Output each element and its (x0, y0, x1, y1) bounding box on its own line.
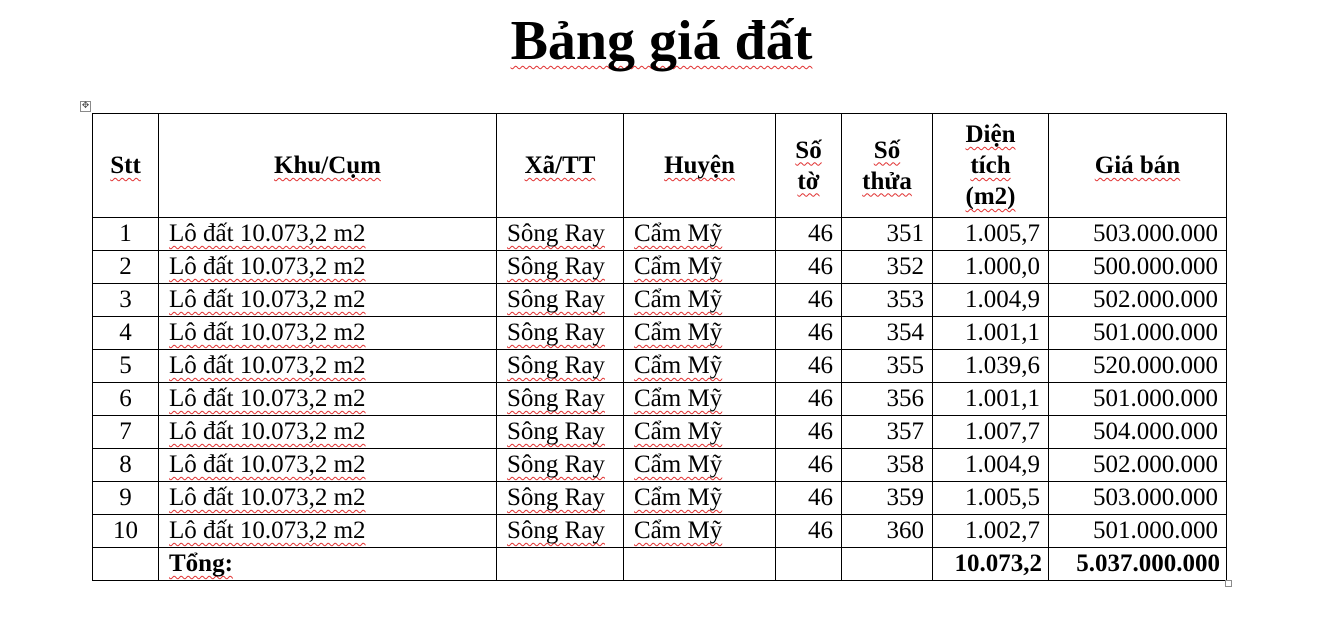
cell-so-to: 46 (776, 416, 842, 449)
cell-so-to: 46 (776, 350, 842, 383)
cell-stt: 9 (93, 482, 159, 515)
cell-so-thua: 358 (842, 449, 933, 482)
table-row (93, 284, 1227, 317)
header-huyen: Huyện (624, 114, 776, 218)
table-row (93, 383, 1227, 416)
total-empty-huyen (624, 548, 776, 581)
cell-xa-tt: Sông Ray (497, 317, 624, 350)
cell-stt: 4 (93, 317, 159, 350)
cell-huyen: Cẩm Mỹ (624, 350, 776, 383)
price-table (92, 113, 1227, 581)
cell-so-to: 46 (776, 515, 842, 548)
cell-dien-tich: 1.004,9 (933, 449, 1049, 482)
cell-dien-tich: 1.002,7 (933, 515, 1049, 548)
cell-so-thua: 355 (842, 350, 933, 383)
cell-huyen: Cẩm Mỹ (624, 416, 776, 449)
cell-so-to: 46 (776, 317, 842, 350)
cell-gia-ban: 504.000.000 (1049, 416, 1227, 449)
cell-gia-ban: 501.000.000 (1049, 317, 1227, 350)
cell-khu-cum: Lô đất 10.073,2 m2 (159, 416, 497, 449)
cell-khu-cum: Lô đất 10.073,2 m2 (159, 350, 497, 383)
cell-dien-tich: 1.005,7 (933, 218, 1049, 251)
total-empty-stt (93, 548, 159, 581)
cell-so-thua: 352 (842, 251, 933, 284)
cell-dien-tich: 1.039,6 (933, 350, 1049, 383)
cell-dien-tich: 1.001,1 (933, 383, 1049, 416)
cell-khu-cum: Lô đất 10.073,2 m2 (159, 515, 497, 548)
table-row (93, 251, 1227, 284)
cell-xa-tt: Sông Ray (497, 449, 624, 482)
cell-khu-cum: Lô đất 10.073,2 m2 (159, 251, 497, 284)
cell-so-to: 46 (776, 251, 842, 284)
table-row (93, 482, 1227, 515)
cell-so-thua: 351 (842, 218, 933, 251)
title-text: Bảng giá đất (510, 10, 813, 72)
cell-stt: 7 (93, 416, 159, 449)
header-xa-tt: Xã/TT (497, 114, 624, 218)
cell-gia-ban: 502.000.000 (1049, 449, 1227, 482)
header-khu-cum: Khu/Cụm (159, 114, 497, 218)
total-empty-xa (497, 548, 624, 581)
cell-khu-cum: Lô đất 10.073,2 m2 (159, 317, 497, 350)
cell-gia-ban: 501.000.000 (1049, 383, 1227, 416)
cell-so-to: 46 (776, 218, 842, 251)
header-so-thua: Số thửa (842, 114, 933, 218)
total-row (93, 548, 1227, 581)
cell-dien-tich: 1.007,7 (933, 416, 1049, 449)
table-row (93, 515, 1227, 548)
cell-so-thua: 357 (842, 416, 933, 449)
cell-xa-tt: Sông Ray (497, 251, 624, 284)
cell-so-thua: 360 (842, 515, 933, 548)
cell-huyen: Cẩm Mỹ (624, 317, 776, 350)
cell-khu-cum: Lô đất 10.073,2 m2 (159, 284, 497, 317)
total-gia-ban: 5.037.000.000 (1049, 548, 1227, 581)
cell-stt: 3 (93, 284, 159, 317)
header-gia-ban: Giá bán (1049, 114, 1227, 218)
table-row (93, 449, 1227, 482)
page-title (0, 8, 1323, 74)
cell-huyen: Cẩm Mỹ (624, 449, 776, 482)
cell-huyen: Cẩm Mỹ (624, 218, 776, 251)
resize-square-icon[interactable] (1225, 580, 1232, 587)
cell-huyen: Cẩm Mỹ (624, 284, 776, 317)
cell-stt: 8 (93, 449, 159, 482)
cell-xa-tt: Sông Ray (497, 515, 624, 548)
cell-xa-tt: Sông Ray (497, 383, 624, 416)
cell-xa-tt: Sông Ray (497, 350, 624, 383)
cell-gia-ban: 503.000.000 (1049, 482, 1227, 515)
table-row (93, 317, 1227, 350)
cell-stt: 10 (93, 515, 159, 548)
header-so-to: Số tờ (776, 114, 842, 218)
cell-huyen: Cẩm Mỹ (624, 515, 776, 548)
header-stt: Stt (93, 114, 159, 218)
cell-gia-ban: 502.000.000 (1049, 284, 1227, 317)
total-empty-so-to (776, 548, 842, 581)
cell-khu-cum: Lô đất 10.073,2 m2 (159, 482, 497, 515)
cell-dien-tich: 1.001,1 (933, 317, 1049, 350)
cell-huyen: Cẩm Mỹ (624, 251, 776, 284)
cell-so-thua: 353 (842, 284, 933, 317)
total-dien-tich: 10.073,2 (933, 548, 1049, 581)
cell-xa-tt: Sông Ray (497, 218, 624, 251)
cell-stt: 2 (93, 251, 159, 284)
cell-gia-ban: 503.000.000 (1049, 218, 1227, 251)
cell-so-thua: 354 (842, 317, 933, 350)
cell-stt: 1 (93, 218, 159, 251)
total-label: Tổng: (159, 548, 497, 581)
header-dien-tich: Diện tích (m2) (933, 114, 1049, 218)
total-empty-so-thua (842, 548, 933, 581)
table-row (93, 416, 1227, 449)
cell-so-to: 46 (776, 449, 842, 482)
cell-gia-ban: 501.000.000 (1049, 515, 1227, 548)
cell-khu-cum: Lô đất 10.073,2 m2 (159, 218, 497, 251)
cell-xa-tt: Sông Ray (497, 482, 624, 515)
cell-huyen: Cẩm Mỹ (624, 383, 776, 416)
cell-khu-cum: Lô đất 10.073,2 m2 (159, 383, 497, 416)
move-cross-icon[interactable]: ✥ (81, 101, 90, 111)
cell-xa-tt: Sông Ray (497, 416, 624, 449)
cell-gia-ban: 520.000.000 (1049, 350, 1227, 383)
cell-stt: 5 (93, 350, 159, 383)
cell-so-to: 46 (776, 482, 842, 515)
cell-so-to: 46 (776, 284, 842, 317)
cell-dien-tich: 1.005,5 (933, 482, 1049, 515)
cell-so-thua: 359 (842, 482, 933, 515)
cell-xa-tt: Sông Ray (497, 284, 624, 317)
cell-so-thua: 356 (842, 383, 933, 416)
cell-khu-cum: Lô đất 10.073,2 m2 (159, 449, 497, 482)
cell-dien-tich: 1.004,9 (933, 284, 1049, 317)
cell-so-to: 46 (776, 383, 842, 416)
table-header-row (93, 114, 1227, 218)
table-row (93, 350, 1227, 383)
cell-gia-ban: 500.000.000 (1049, 251, 1227, 284)
cell-huyen: Cẩm Mỹ (624, 482, 776, 515)
table-row (93, 218, 1227, 251)
cell-stt: 6 (93, 383, 159, 416)
cell-dien-tich: 1.000,0 (933, 251, 1049, 284)
